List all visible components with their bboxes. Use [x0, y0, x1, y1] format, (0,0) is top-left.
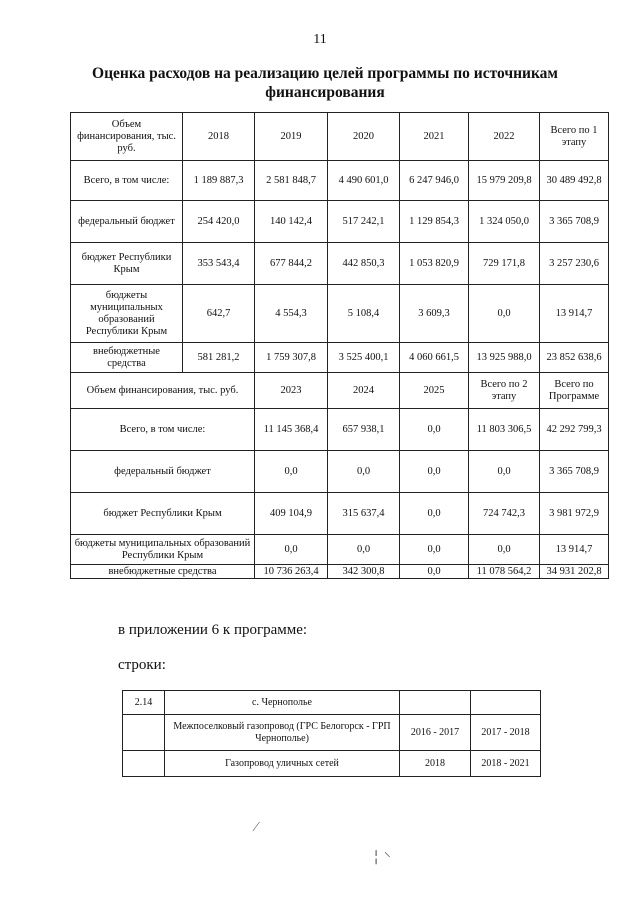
stage1-header-row [71, 113, 609, 161]
cell-value: 677 844,2 [255, 243, 328, 285]
header-year: 2020 [328, 113, 400, 161]
cell-value: 0,0 [400, 451, 469, 493]
place-name: с. Чернополье [165, 691, 400, 715]
cell-value: 0,0 [469, 535, 540, 565]
header-label: Объем финансирования, тыс. руб. [71, 113, 183, 161]
cell-value: 657 938,1 [328, 409, 400, 451]
cell-value: 0,0 [400, 493, 469, 535]
table-row [71, 565, 609, 579]
header-year: 2025 [400, 373, 469, 409]
row-label: бюджет Республики Крым [71, 493, 255, 535]
cell-value: 42 292 799,3 [540, 409, 609, 451]
cell-value: 0,0 [400, 409, 469, 451]
row-label: внебюджетные средства [71, 565, 255, 579]
item-name: Газопровод уличных сетей [165, 751, 400, 777]
header-total: Всего по 1 этапу [540, 113, 609, 161]
cell-value: 0,0 [469, 451, 540, 493]
item-period: 2017 - 2018 [471, 715, 541, 751]
header-label: Объем финансирования, тыс. руб. [71, 373, 255, 409]
item-name: Межпоселковый газопровод (ГРС Белогорск - ГРП Чернополье) [165, 715, 400, 751]
cell-value: 1 129 854,3 [400, 201, 469, 243]
row-label: Всего, в том числе: [71, 409, 255, 451]
header-year: 2019 [255, 113, 328, 161]
cell-value: 13 914,7 [540, 285, 609, 343]
row-label: бюджеты муниципальных образований Республики Крым [71, 285, 183, 343]
cell-value: 353 543,4 [183, 243, 255, 285]
table-row [71, 343, 609, 373]
cell-value: 5 108,4 [328, 285, 400, 343]
table-row [123, 691, 541, 715]
pen-mark: ╎ ⸌ [372, 851, 391, 866]
cell-value: 0,0 [400, 535, 469, 565]
row-label: внебюджетные средства [71, 343, 183, 373]
document-title: Оценка расходов на реализацию целей программы по источникам финансирования [92, 65, 558, 101]
table-row [71, 243, 609, 285]
rows-table [122, 690, 541, 777]
cell-value: 409 104,9 [255, 493, 328, 535]
cell-value: 140 142,4 [255, 201, 328, 243]
annex-text: в приложении 6 к программе: [118, 622, 308, 638]
cell-value: 3 525 400,1 [328, 343, 400, 373]
cell-value: 3 365 708,9 [540, 201, 609, 243]
row-label: бюджет Республики Крым [71, 243, 183, 285]
cell-value: 0,0 [255, 451, 328, 493]
cell-value: 11 145 368,4 [255, 409, 328, 451]
cell-value: 1 189 887,3 [183, 161, 255, 201]
row-label: федеральный бюджет [71, 201, 183, 243]
header-total-program: Всего по Программе [540, 373, 609, 409]
table-row [71, 535, 609, 565]
header-total-stage: Всего по 2 этапу [469, 373, 540, 409]
cell-value: 342 300,8 [328, 565, 400, 579]
stage2-header-row [71, 373, 609, 409]
cell-value: 442 850,3 [328, 243, 400, 285]
header-year: 2018 [183, 113, 255, 161]
cell-value: 3 981 972,9 [540, 493, 609, 535]
cell-value: 2 581 848,7 [255, 161, 328, 201]
row-label: бюджеты муниципальных образований Республики Крым [71, 535, 255, 565]
table-row [71, 285, 609, 343]
cell-value: 23 852 638,6 [540, 343, 609, 373]
cell-value: 13 914,7 [540, 535, 609, 565]
cell-value: 0,0 [469, 285, 540, 343]
pen-mark: ⁄ [255, 820, 258, 835]
header-year: 2022 [469, 113, 540, 161]
row-label: Всего, в том числе: [71, 161, 183, 201]
cell-value: 13 925 988,0 [469, 343, 540, 373]
cell-value: 724 742,3 [469, 493, 540, 535]
cell-value: 315 637,4 [328, 493, 400, 535]
cell-value: 30 489 492,8 [540, 161, 609, 201]
row-label: федеральный бюджет [71, 451, 255, 493]
item-period: 2018 - 2021 [471, 751, 541, 777]
cell-value: 3 365 708,9 [540, 451, 609, 493]
item-period: 2016 - 2017 [400, 715, 471, 751]
cell-value: 6 247 946,0 [400, 161, 469, 201]
cell-value: 34 931 202,8 [540, 565, 609, 579]
cell-value: 3 609,3 [400, 285, 469, 343]
header-year: 2024 [328, 373, 400, 409]
table-row [71, 161, 609, 201]
table-row [123, 751, 541, 777]
header-year: 2021 [400, 113, 469, 161]
item-period: 2018 [400, 751, 471, 777]
cell-value: 1 759 307,8 [255, 343, 328, 373]
cell-value: 10 736 263,4 [255, 565, 328, 579]
cell-value: 1 324 050,0 [469, 201, 540, 243]
cell-value: 254 420,0 [183, 201, 255, 243]
cell-value: 4 060 661,5 [400, 343, 469, 373]
table-row [71, 201, 609, 243]
cell-value: 517 242,1 [328, 201, 400, 243]
cell-value: 0,0 [400, 565, 469, 579]
header-year: 2023 [255, 373, 328, 409]
table-row [71, 409, 609, 451]
cell-value: 11 078 564,2 [469, 565, 540, 579]
table-row [71, 493, 609, 535]
cell-value: 4 554,3 [255, 285, 328, 343]
page-number: 11 [313, 32, 327, 47]
cell-value: 0,0 [328, 535, 400, 565]
cell-value: 581 281,2 [183, 343, 255, 373]
budget-table [70, 112, 609, 579]
cell-value: 1 053 820,9 [400, 243, 469, 285]
cell-value: 729 171,8 [469, 243, 540, 285]
cell-value: 0,0 [255, 535, 328, 565]
cell-value: 3 257 230,6 [540, 243, 609, 285]
table-row [71, 451, 609, 493]
row-number: 2.14 [123, 691, 165, 715]
table-row [123, 715, 541, 751]
rows-label: строки: [118, 657, 166, 673]
cell-value: 642,7 [183, 285, 255, 343]
cell-value: 11 803 306,5 [469, 409, 540, 451]
cell-value: 4 490 601,0 [328, 161, 400, 201]
cell-value: 15 979 209,8 [469, 161, 540, 201]
cell-value: 0,0 [328, 451, 400, 493]
